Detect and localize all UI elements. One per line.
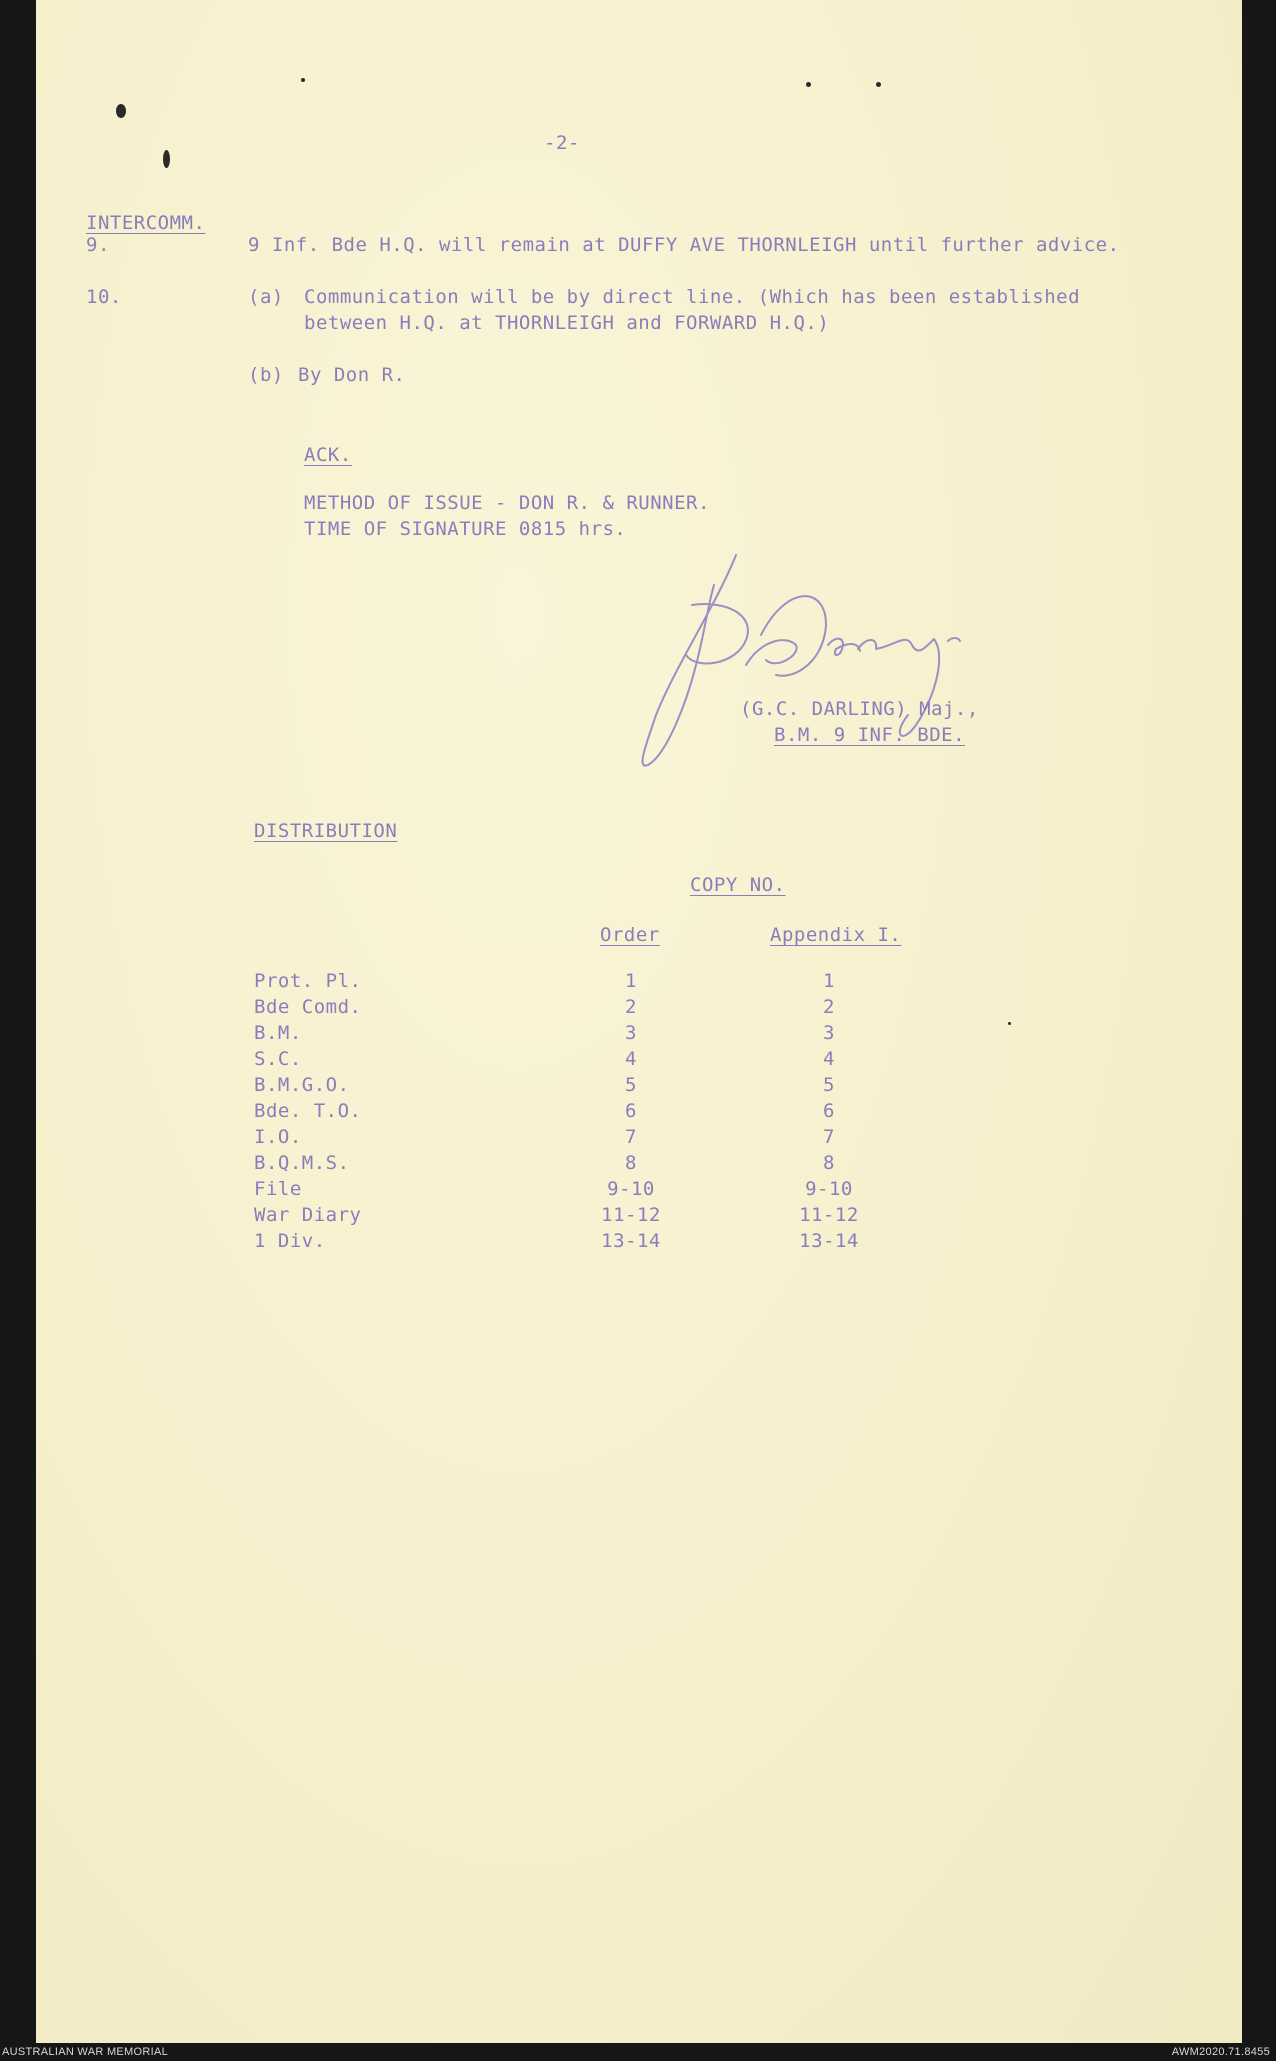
document-sheet xyxy=(36,0,1242,2043)
para-10a-label: (a) xyxy=(248,286,284,308)
ack-label: ACK. xyxy=(304,444,352,466)
distribution-recipient: B.M.G.O. xyxy=(254,1074,350,1096)
distribution-heading: DISTRIBUTION xyxy=(254,820,398,842)
distribution-order-copy: 13-14 xyxy=(601,1230,661,1252)
ink-speck xyxy=(301,78,305,82)
distribution-order-copy: 1 xyxy=(625,970,637,992)
distribution-appendix-copy: 1 xyxy=(823,970,835,992)
distribution-appendix-copy: 11-12 xyxy=(799,1204,859,1226)
distribution-recipient: 1 Div. xyxy=(254,1230,326,1252)
signatory-name: (G.C. DARLING) Maj., xyxy=(740,698,979,720)
distribution-order-copy: 11-12 xyxy=(601,1204,661,1226)
distribution-recipient: S.C. xyxy=(254,1048,302,1070)
distribution-order-copy: 2 xyxy=(625,996,637,1018)
page-number: -2- xyxy=(544,132,580,154)
para-10a-line2: between H.Q. at THORNLEIGH and FORWARD H.Q.) xyxy=(304,312,830,334)
col-appendix-heading: Appendix I. xyxy=(770,924,902,946)
distribution-recipient: Bde Comd. xyxy=(254,996,362,1018)
distribution-recipient: Bde. T.O. xyxy=(254,1100,362,1122)
distribution-appendix-copy: 5 xyxy=(823,1074,835,1096)
distribution-appendix-copy: 7 xyxy=(823,1126,835,1148)
distribution-appendix-copy: 6 xyxy=(823,1100,835,1122)
para-10b-label: (b) xyxy=(248,364,284,386)
footer-left-caption: AUSTRALIAN WAR MEMORIAL xyxy=(2,2046,169,2058)
para-9-text: 9 Inf. Bde H.Q. will remain at DUFFY AVE THORNLEIGH until further advice. xyxy=(248,234,1120,256)
distribution-appendix-copy: 4 xyxy=(823,1048,835,1070)
ink-speck xyxy=(163,150,170,168)
para-9-number: 9. xyxy=(86,234,110,256)
distribution-order-copy: 9-10 xyxy=(607,1178,655,1200)
distribution-order-copy: 8 xyxy=(625,1152,637,1174)
distribution-recipient: Prot. Pl. xyxy=(254,970,362,992)
distribution-appendix-copy: 8 xyxy=(823,1152,835,1174)
distribution-appendix-copy: 13-14 xyxy=(799,1230,859,1252)
distribution-appendix-copy: 2 xyxy=(823,996,835,1018)
ink-speck xyxy=(116,104,126,118)
ink-speck xyxy=(806,82,811,87)
time-of-signature: TIME OF SIGNATURE 0815 hrs. xyxy=(304,518,627,540)
signatory-title: B.M. 9 INF. BDE. xyxy=(774,724,966,746)
ink-speck xyxy=(1008,1022,1011,1025)
para-10b-text: By Don R. xyxy=(298,364,406,386)
para-10a-line1: Communication will be by direct line. (Which has been established xyxy=(304,286,1081,308)
distribution-recipient: B.Q.M.S. xyxy=(254,1152,350,1174)
distribution-order-copy: 6 xyxy=(625,1100,637,1122)
ink-speck xyxy=(876,82,881,87)
distribution-recipient: B.M. xyxy=(254,1022,302,1044)
col-order-heading: Order xyxy=(600,924,660,946)
para-10-number: 10. xyxy=(86,286,122,308)
distribution-recipient: War Diary xyxy=(254,1204,362,1226)
distribution-appendix-copy: 3 xyxy=(823,1022,835,1044)
distribution-order-copy: 4 xyxy=(625,1048,637,1070)
distribution-recipient: I.O. xyxy=(254,1126,302,1148)
section-heading: INTERCOMM. xyxy=(86,212,206,234)
distribution-order-copy: 3 xyxy=(625,1022,637,1044)
copy-no-heading: COPY NO. xyxy=(690,874,786,896)
distribution-appendix-copy: 9-10 xyxy=(805,1178,853,1200)
handwritten-signature xyxy=(596,545,1036,785)
distribution-order-copy: 5 xyxy=(625,1074,637,1096)
distribution-order-copy: 7 xyxy=(625,1126,637,1148)
method-of-issue: METHOD OF ISSUE - DON R. & RUNNER. xyxy=(304,492,710,514)
footer-right-caption: AWM2020.71.8455 xyxy=(1171,2046,1270,2058)
distribution-recipient: File xyxy=(254,1178,302,1200)
